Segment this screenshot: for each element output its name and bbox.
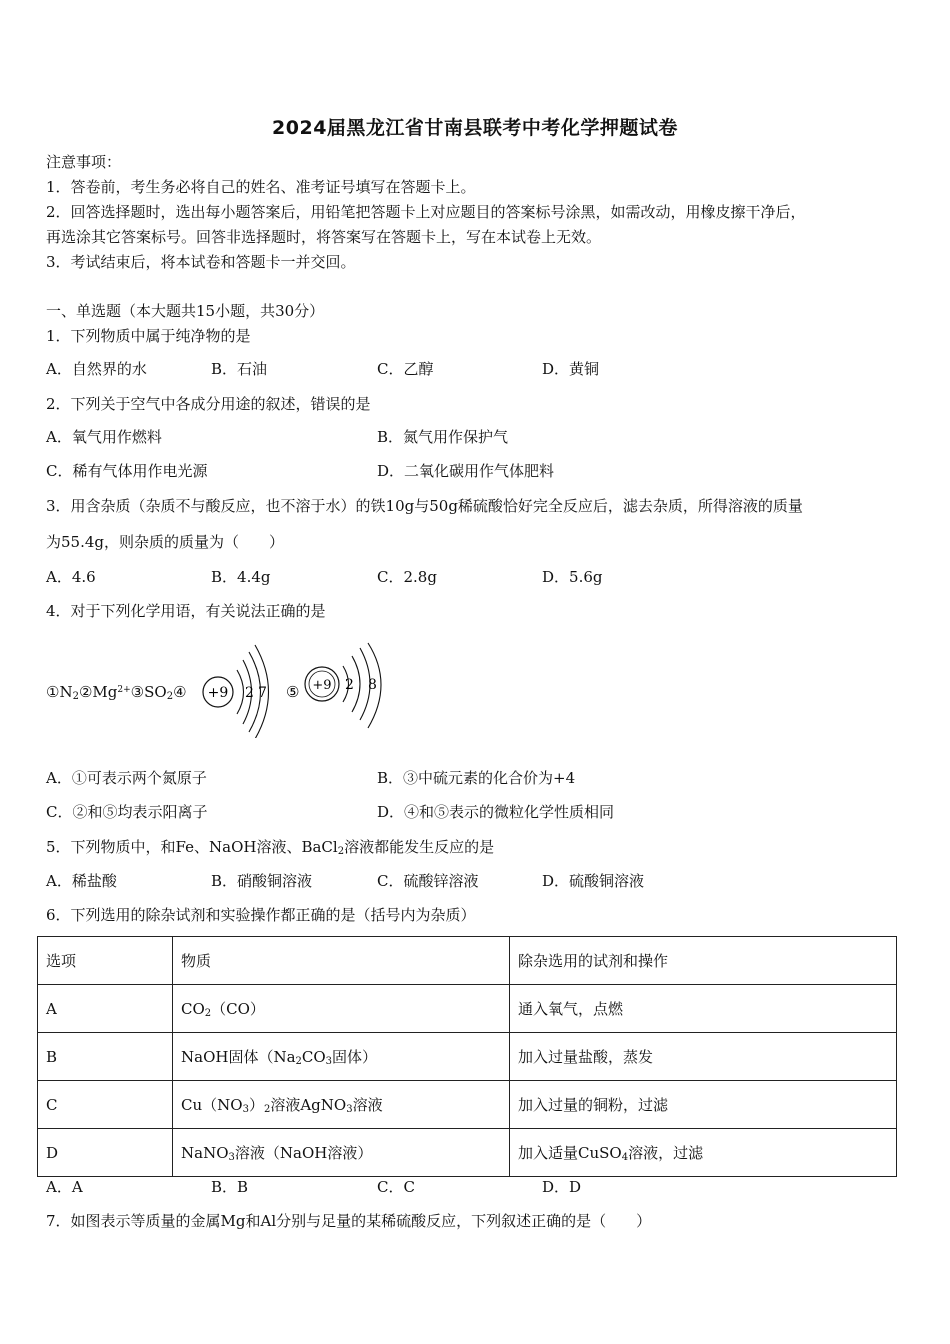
q3-option-d[interactable]: D．5.6g: [542, 568, 603, 586]
atom-structure-4: [203, 645, 269, 738]
notice-item: 1．答卷前，考生务必将自己的姓名、准考证号填写在答题卡上。: [46, 178, 476, 196]
q2-option-d[interactable]: D．二氧化碳用作气体肥料: [377, 462, 555, 480]
table-row: [38, 1081, 897, 1129]
page-title: 2024届黑龙江省甘南县联考中考化学押题试卷: [272, 117, 678, 139]
q3-option-b[interactable]: B．4.4g: [211, 568, 271, 586]
atom5-nucleus: +9: [312, 678, 332, 693]
q4-option-a[interactable]: A．①可表示两个氮原子: [46, 769, 207, 787]
notice-item: 3．考试结束后，将本试卷和答题卡一并交回。: [46, 253, 356, 271]
option-cell: C: [38, 1081, 173, 1129]
header-cell: 除杂选用的试剂和操作: [510, 937, 897, 985]
operation-cell: 加入适量CuSO$_4$溶液，过滤: [510, 1129, 897, 1177]
atom4-shell-2: 7: [258, 685, 267, 701]
atom5-shell-1: 2: [345, 677, 354, 693]
table-row: [38, 1033, 897, 1081]
q4-option-d[interactable]: D．④和⑤表示的微粒化学性质相同: [377, 803, 615, 821]
question-1-stem: 1．下列物质中属于纯净物的是: [46, 327, 251, 345]
header-cell: 选项: [38, 937, 173, 985]
formula-4-label: ④: [173, 683, 187, 701]
q5-option-d[interactable]: D．硫酸铜溶液: [542, 872, 645, 890]
q1-option-c[interactable]: C．乙醇: [377, 360, 434, 378]
notice-heading: 注意事项：: [46, 153, 122, 171]
atom5-label: ⑤: [286, 683, 300, 701]
notice-item: 再选涂其它答案标号。回答非选择题时，将答案写在答题卡上，写在本试卷上无效。: [46, 228, 602, 246]
q6-option-d[interactable]: D．D: [542, 1178, 582, 1196]
section-heading: 一、单选题（本大题共15小题，共30分）: [46, 302, 325, 320]
option-cell: D: [38, 1129, 173, 1177]
question-3-stem: 3．用含杂质（杂质不与酸反应，也不溶于水）的铁10g与50g稀硫酸恰好完全反应后，滤去杂质，所得溶液的质量: [46, 497, 803, 515]
option-cell: B: [38, 1033, 173, 1081]
table-row: [38, 985, 897, 1033]
atomic-structure-diagrams: [44, 642, 404, 738]
q5-option-b[interactable]: B．硝酸铜溶液: [211, 872, 313, 890]
question-4-stem: 4．对于下列化学用语，有关说法正确的是: [46, 602, 326, 620]
substance-cell: NaNO$_3$溶液（NaOH溶液）: [173, 1129, 510, 1177]
atom4-nucleus: +9: [207, 685, 229, 701]
q5-option-c[interactable]: C．硫酸锌溶液: [377, 872, 479, 890]
question-2-stem: 2．下列关于空气中各成分用途的叙述，错误的是: [46, 395, 371, 413]
q4-option-c[interactable]: C．②和⑤均表示阳离子: [46, 803, 208, 821]
question-3-stem-cont: 为55.4g，则杂质的质量为（ ）: [46, 533, 285, 551]
q6-option-a[interactable]: A．A: [46, 1178, 83, 1196]
q1-option-b[interactable]: B．石油: [211, 360, 268, 378]
option-cell: A: [38, 985, 173, 1033]
q6-option-c[interactable]: C．C: [377, 1178, 415, 1196]
question-7-stem: 7．如图表示等质量的金属Mg和Al分别与足量的某稀硫酸反应，下列叙述正确的是（ ）: [46, 1212, 652, 1230]
substance-cell: $Cu(NO_3)_2$溶液AgNO$_3$溶液: [173, 1081, 510, 1129]
q4-option-b[interactable]: B．③中硫元素的化合价为+4: [377, 769, 576, 787]
table-header-row: [38, 937, 897, 985]
question-6-stem: 6．下列选用的除杂试剂和实验操作都正确的是（括号内为杂质）: [46, 906, 476, 924]
impurity-removal-table: [37, 936, 897, 1177]
formula-1: ①N: [46, 683, 73, 701]
atom4-shell-1: 2: [245, 685, 254, 701]
formula-3: ③SO: [130, 683, 167, 701]
q3-option-a[interactable]: A．4.6: [46, 568, 96, 586]
q5-option-a[interactable]: A．稀盐酸: [46, 872, 117, 890]
formula-2: ②Mg: [78, 683, 118, 701]
operation-cell: 加入过量盐酸，蒸发: [510, 1033, 897, 1081]
operation-cell: 加入过量的铜粉，过滤: [510, 1081, 897, 1129]
table-row: [38, 1129, 897, 1177]
chemical-formulas: $①N_2②Mg^{2+}③SO_2④$: [46, 683, 187, 702]
q2-option-c[interactable]: C．稀有气体用作电光源: [46, 462, 208, 480]
q1-option-d[interactable]: D．黄铜: [542, 360, 600, 378]
substance-cell: $CO_2(CO)$: [173, 985, 510, 1033]
atom5-shell-2: 8: [368, 677, 377, 693]
q6-option-b[interactable]: B．B: [211, 1178, 249, 1196]
atom-structure-5: [305, 643, 381, 728]
q2-option-b[interactable]: B．氮气用作保护气: [377, 428, 509, 446]
question-5-stem: 5．下列物质中，和Fe、NaOH溶液、BaCl$_2$溶液都能发生反应的是: [46, 838, 495, 857]
operation-cell: 通入氧气，点燃: [510, 985, 897, 1033]
q2-option-a[interactable]: A．氧气用作燃料: [46, 428, 162, 446]
substance-cell: NaOH固体（$Na_2CO_3$固体）: [173, 1033, 510, 1081]
q1-option-a[interactable]: A．自然界的水: [46, 360, 147, 378]
notice-item: 2．回答选择题时，选出每小题答案后，用铅笔把答题卡上对应题目的答案标号涂黑，如需改动，用橡皮擦干净后，: [46, 203, 806, 221]
q3-option-c[interactable]: C．2.8g: [377, 568, 437, 586]
header-cell: 物质: [173, 937, 510, 985]
